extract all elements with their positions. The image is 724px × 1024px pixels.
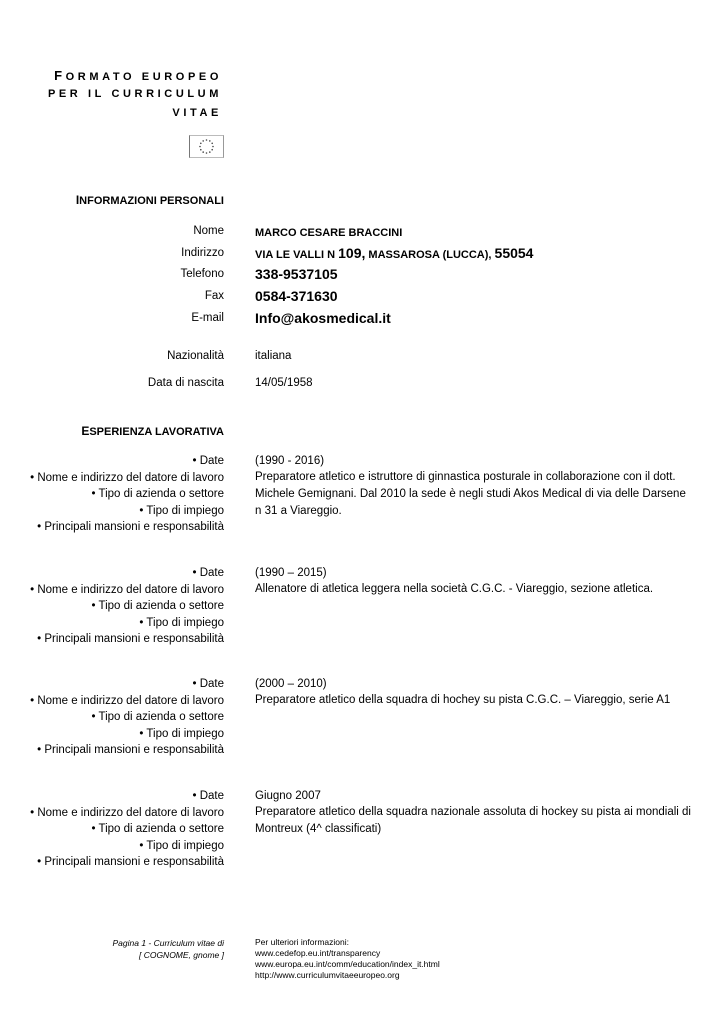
footer-link-europa[interactable]: www.europa.eu.int/comm/education/index_it.html [255, 959, 440, 969]
date-label: • Date [192, 455, 224, 467]
fax-label: Fax [204, 290, 224, 302]
footer-link-cedefop[interactable]: www.cedefop.eu.int/transparency [255, 948, 381, 958]
date-label: • Date [192, 678, 224, 690]
employer-label: • Nome e indirizzo del datore di lavoro [30, 583, 224, 596]
date-label: • Date [192, 567, 224, 579]
experience-date-3: (2000 – 2010) [255, 678, 327, 690]
duties-label: • Principali mansioni e responsabilità [37, 856, 224, 868]
company-type-label: • Tipo di azienda o settore [91, 823, 224, 835]
date-label: • Date [192, 790, 224, 802]
employer-label: • Nome e indirizzo del datore di lavoro [30, 806, 224, 819]
title-line-3: VITAE [172, 107, 222, 119]
email-label: E-mail [191, 312, 224, 324]
footer-page-info [113, 937, 225, 961]
address-value: VIA LE VALLI N 109, MASSAROSA (LUCCA), 55054 [255, 245, 534, 261]
footer-more-info [255, 937, 440, 981]
title-line-1: FORMATO EUROPEO [54, 68, 222, 83]
experience-description-3: Preparatore atletico della squadra di hochey su pista C.G.C. – Viareggio, serie A1 [255, 694, 671, 706]
experience-date-1: (1990 - 2016) [255, 455, 325, 467]
company-type-label: • Tipo di azienda o settore [91, 600, 224, 612]
footer-link-cv[interactable]: http://www.curriculumvitaeeuropeo.org [255, 970, 400, 980]
phone-value: 338-9537105 [255, 266, 338, 282]
employer-label: • Nome e indirizzo del datore di lavoro [30, 471, 224, 484]
experience-labels-3 [30, 676, 224, 759]
section-heading-experience: ESPERIENZA LAVORATIVA [81, 424, 224, 438]
job-type-label: • Tipo di impiego [139, 727, 224, 740]
company-type-label: • Tipo di azienda o settore [91, 488, 224, 500]
company-type-label: • Tipo di azienda o settore [91, 711, 224, 723]
eu-flag-icon [189, 135, 224, 158]
birthdate-value: 14/05/1958 [255, 377, 313, 389]
name-value: MARCO CESARE BRACCINI [255, 227, 403, 239]
nationality-label: Nazionalità [167, 350, 224, 362]
job-type-label: • Tipo di impiego [139, 616, 224, 629]
job-type-label: • Tipo di impiego [139, 839, 224, 852]
nationality-value: italiana [255, 350, 292, 362]
experience-description-2: Allenatore di atletica leggera nella società C.G.C. - Viareggio, sezione atletica. [255, 583, 654, 595]
experience-labels-1 [30, 453, 224, 536]
birthdate-label: Data di nascita [147, 377, 224, 389]
duties-label: • Principali mansioni e responsabilità [37, 633, 224, 645]
address-label: Indirizzo [181, 247, 224, 259]
experience-description-4: Preparatore atletico della squadra nazionale assoluta di hockey su pista ai mondiali di Montreux (4^ classificati) [255, 806, 691, 835]
title-line-2: PER IL CURRICULUM [47, 88, 222, 100]
footer-page-line-1: Pagina 1 - Curriculum vitae di [112, 938, 224, 948]
fax-value: 0584-371630 [255, 288, 338, 304]
phone-label: Telefono [180, 268, 224, 280]
experience-labels-2 [30, 565, 224, 648]
experience-description-1: Preparatore atletico e istruttore di ginnastica posturale in collaborazione con il dott. Michele Gemignani. Dal 2010 la sede è negli studi Akos Medical di via delle Darsene n 31 a Viareggio. [255, 471, 686, 517]
duties-label: • Principali mansioni e responsabilità [37, 521, 224, 533]
employer-label: • Nome e indirizzo del datore di lavoro [30, 694, 224, 707]
footer-info-heading: Per ulteriori informazioni: [255, 937, 350, 947]
experience-labels-4 [30, 788, 224, 871]
experience-date-4: Giugno 2007 [255, 790, 321, 802]
experience-date-2: (1990 – 2015) [255, 567, 327, 579]
footer-page-line-2: [ COGNOME, gnome ] [138, 950, 224, 960]
name-label: Nome [193, 225, 224, 237]
section-heading-personal: INFORMAZIONI PERSONALI [75, 193, 224, 207]
job-type-label: • Tipo di impiego [139, 504, 224, 517]
email-value[interactable]: Info@akosmedical.it [255, 310, 391, 326]
duties-label: • Principali mansioni e responsabilità [37, 744, 224, 756]
